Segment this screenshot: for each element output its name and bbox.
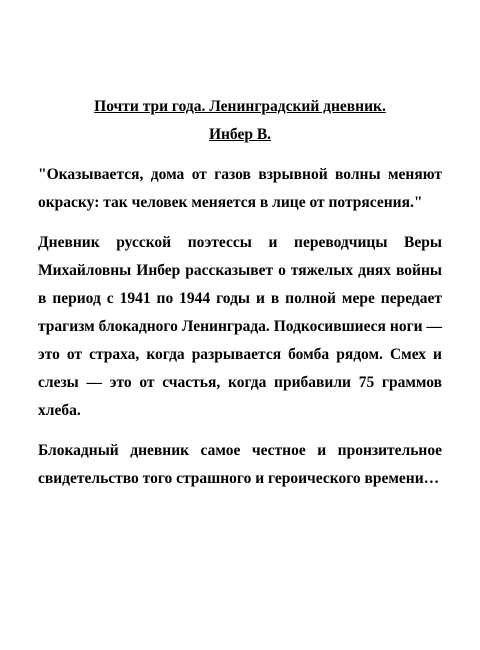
title-line-1: Почти три года. Ленинградский дневник.	[94, 98, 386, 115]
quote-paragraph: "Оказывается, дома от газов взрывной волны меняют окраску: так человек меняется в лице от потрясения."	[38, 166, 442, 211]
title-line-2: Инбер В.	[208, 126, 272, 143]
document-title	[38, 93, 442, 149]
document-page	[38, 93, 442, 505]
conclusion-paragraph: Блокадный дневник самое честное и пронзительное свидетельство того страшного и героического времени…	[38, 442, 442, 487]
description-paragraph: Дневник русской поэтессы и переводчицы Веры Михайловны Инбер рассказывет о тяжелых днях войны в период с 1941 по 1944 годы и в полной мере передает трагизм блокадного Ленинграда. Подкосившиеся ноги — это от страха, когда разрывается бомба рядом. Смех и слезы — это от счастья, когда прибавили 75 граммов хлеба.	[38, 234, 442, 419]
